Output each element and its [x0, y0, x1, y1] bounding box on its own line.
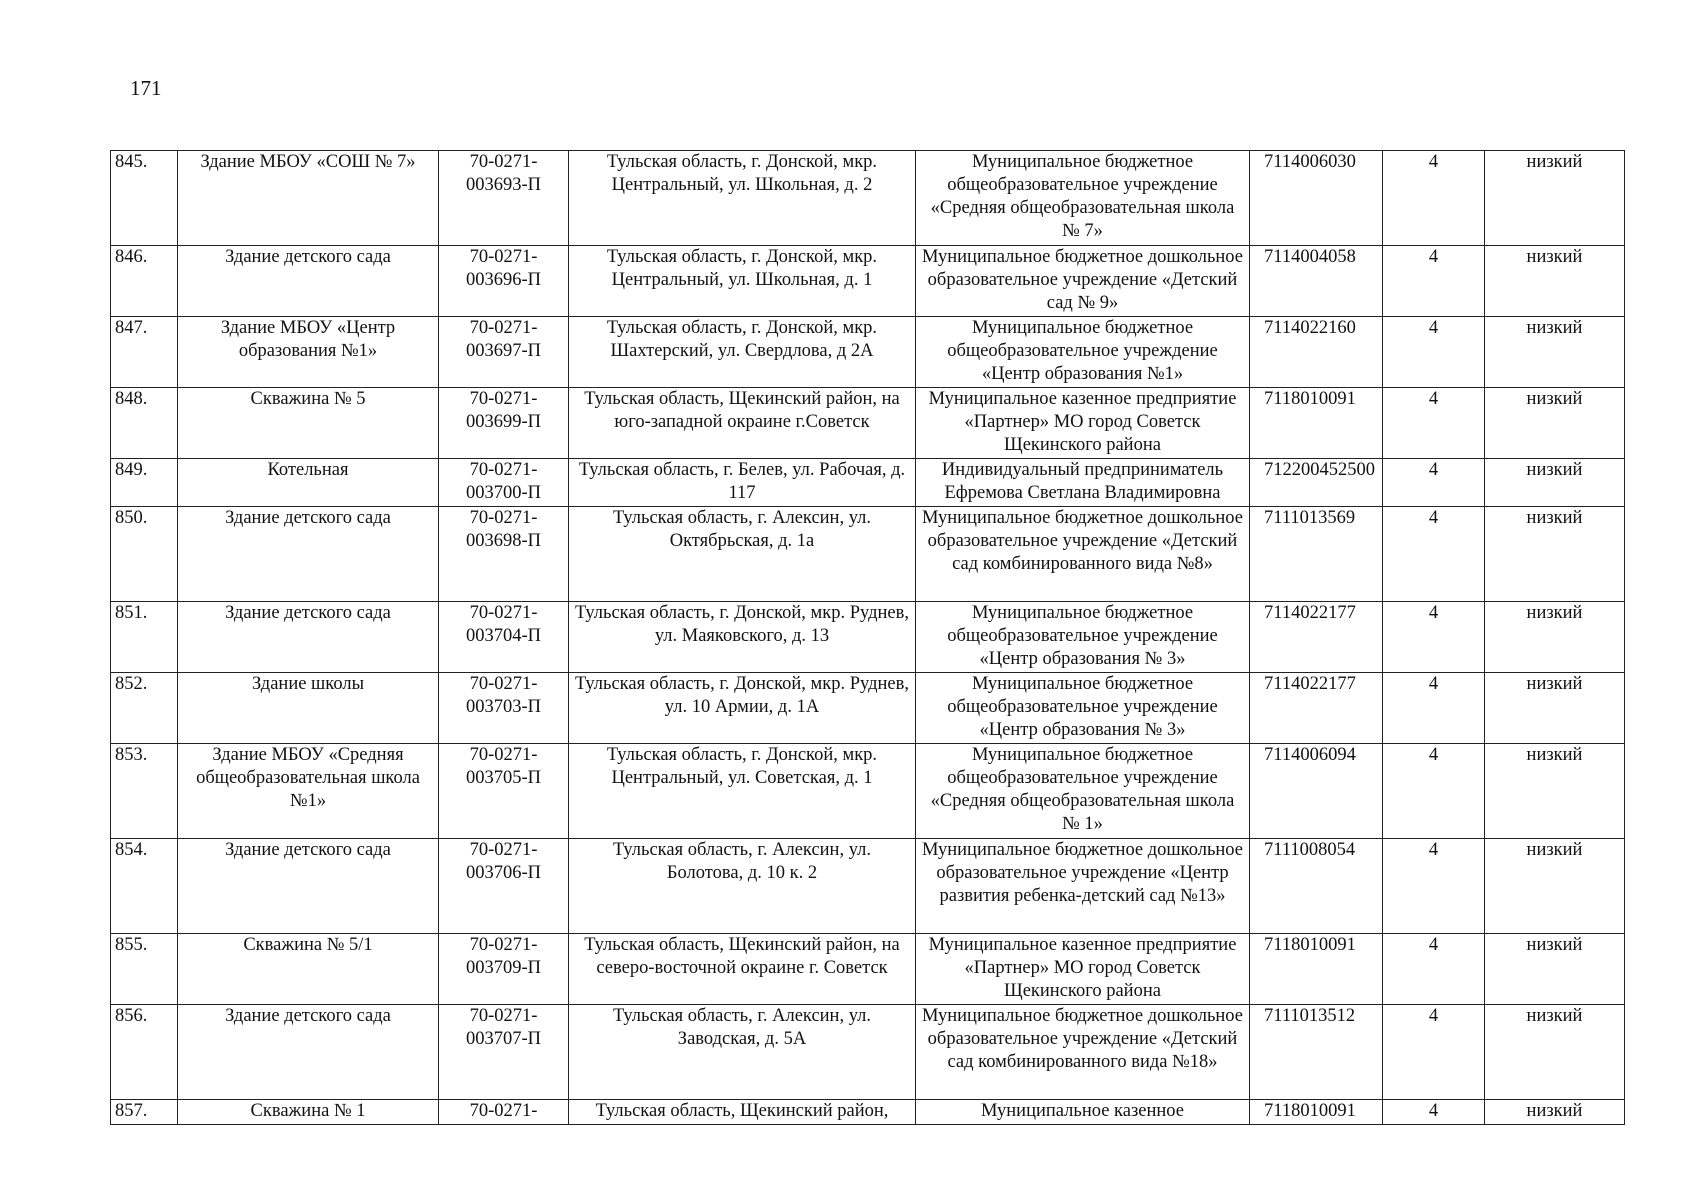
cell-risk: низкий [1485, 744, 1625, 839]
table-row [111, 246, 1625, 317]
table-row [111, 602, 1625, 673]
cell-category: 4 [1383, 317, 1485, 388]
cell-number: 851. [111, 602, 178, 673]
cell-object-name: Здание школы [178, 673, 439, 744]
cell-number: 856. [111, 1005, 178, 1100]
cell-inn: 7118010091 [1250, 934, 1383, 1005]
cell-object-code: 70-0271-003709-П [439, 934, 569, 1005]
cell-object-code: 70-0271-003700-П [439, 459, 569, 507]
cell-category: 4 [1383, 839, 1485, 934]
cell-address: Тульская область, г. Донской, мкр. Руднев, ул. Маяковского, д. 13 [569, 602, 916, 673]
table-row [111, 317, 1625, 388]
cell-object-name: Здание детского сада [178, 246, 439, 317]
cell-address: Тульская область, г. Белев, ул. Рабочая, д. 117 [569, 459, 916, 507]
cell-object-name: Здание детского сада [178, 839, 439, 934]
cell-owner: Индивидуальный предприниматель Ефремова Светлана Владимировна [916, 459, 1250, 507]
cell-address: Тульская область, г. Алексин, ул. Болотова, д. 10 к. 2 [569, 839, 916, 934]
cell-category: 4 [1383, 507, 1485, 602]
cell-address: Тульская область, г. Донской, мкр. Шахтерский, ул. Свердлова, д 2А [569, 317, 916, 388]
cell-inn: 7118010091 [1250, 388, 1383, 459]
cell-owner: Муниципальное бюджетное общеобразовательное учреждение «Средняя общеобразовательная школа № 7» [916, 151, 1250, 246]
cell-owner: Муниципальное бюджетное общеобразовательное учреждение «Центр образования № 3» [916, 602, 1250, 673]
cell-owner: Муниципальное бюджетное дошкольное образовательное учреждение «Детский сад комбинированного вида №18» [916, 1005, 1250, 1100]
cell-object-name: Здание МБОУ «СОШ № 7» [178, 151, 439, 246]
cell-object-name: Здание МБОУ «Центр образования №1» [178, 317, 439, 388]
cell-number: 854. [111, 839, 178, 934]
table-row [111, 151, 1625, 246]
cell-object-code: 70-0271- [439, 1100, 569, 1125]
cell-number: 850. [111, 507, 178, 602]
cell-owner: Муниципальное бюджетное дошкольное образовательное учреждение «Детский сад комбинированного вида №8» [916, 507, 1250, 602]
cell-risk: низкий [1485, 934, 1625, 1005]
cell-risk: низкий [1485, 602, 1625, 673]
cell-inn: 712200452500 [1250, 459, 1383, 507]
cell-address: Тульская область, г. Донской, мкр. Центральный, ул. Советская, д. 1 [569, 744, 916, 839]
cell-object-code: 70-0271-003693-П [439, 151, 569, 246]
cell-address: Тульская область, Щекинский район, [569, 1100, 916, 1125]
table-row [111, 459, 1625, 507]
cell-category: 4 [1383, 1100, 1485, 1125]
cell-number: 857. [111, 1100, 178, 1125]
cell-object-name: Скважина № 5/1 [178, 934, 439, 1005]
cell-number: 849. [111, 459, 178, 507]
table-row [111, 1100, 1625, 1125]
cell-inn: 7111013512 [1250, 1005, 1383, 1100]
cell-number: 855. [111, 934, 178, 1005]
cell-category: 4 [1383, 1005, 1485, 1100]
cell-object-name: Здание МБОУ «Средняя общеобразовательная школа №1» [178, 744, 439, 839]
cell-object-code: 70-0271-003699-П [439, 388, 569, 459]
page-number: 171 [130, 76, 162, 100]
cell-inn: 7118010091 [1250, 1100, 1383, 1125]
cell-object-code: 70-0271-003704-П [439, 602, 569, 673]
cell-number: 853. [111, 744, 178, 839]
cell-owner: Муниципальное казенное [916, 1100, 1250, 1125]
cell-category: 4 [1383, 602, 1485, 673]
cell-inn: 7114022177 [1250, 673, 1383, 744]
cell-owner: Муниципальное бюджетное общеобразовательное учреждение «Центр образования № 3» [916, 673, 1250, 744]
cell-risk: низкий [1485, 1005, 1625, 1100]
cell-object-code: 70-0271-003706-П [439, 839, 569, 934]
cell-address: Тульская область, г. Алексин, ул. Заводская, д. 5А [569, 1005, 916, 1100]
cell-risk: низкий [1485, 151, 1625, 246]
cell-owner: Муниципальное бюджетное общеобразовательное учреждение «Средняя общеобразовательная школа № 1» [916, 744, 1250, 839]
cell-object-code: 70-0271-003705-П [439, 744, 569, 839]
cell-object-code: 70-0271-003703-П [439, 673, 569, 744]
table-row [111, 839, 1625, 934]
cell-inn: 7114006094 [1250, 744, 1383, 839]
cell-inn: 7114004058 [1250, 246, 1383, 317]
cell-object-name: Скважина № 1 [178, 1100, 439, 1125]
cell-category: 4 [1383, 246, 1485, 317]
cell-risk: низкий [1485, 388, 1625, 459]
cell-object-code: 70-0271-003707-П [439, 1005, 569, 1100]
cell-inn: 7111008054 [1250, 839, 1383, 934]
table-row [111, 1005, 1625, 1100]
cell-object-name: Здание детского сада [178, 507, 439, 602]
cell-risk: низкий [1485, 507, 1625, 602]
cell-address: Тульская область, г. Алексин, ул. Октябрьская, д. 1а [569, 507, 916, 602]
cell-owner: Муниципальное казенное предприятие «Партнер» МО город Советск Щекинского района [916, 388, 1250, 459]
cell-address: Тульская область, г. Донской, мкр. Центральный, ул. Школьная, д. 1 [569, 246, 916, 317]
cell-risk: низкий [1485, 673, 1625, 744]
cell-number: 848. [111, 388, 178, 459]
cell-object-code: 70-0271-003697-П [439, 317, 569, 388]
cell-inn: 7114006030 [1250, 151, 1383, 246]
cell-category: 4 [1383, 673, 1485, 744]
cell-address: Тульская область, г. Донской, мкр. Центральный, ул. Школьная, д. 2 [569, 151, 916, 246]
cell-risk: низкий [1485, 317, 1625, 388]
table-row [111, 507, 1625, 602]
registry-table-body [111, 151, 1625, 1125]
registry-table [110, 150, 1625, 1125]
cell-address: Тульская область, г. Донской, мкр. Руднев, ул. 10 Армии, д. 1А [569, 673, 916, 744]
cell-inn: 7114022177 [1250, 602, 1383, 673]
cell-address: Тульская область, Щекинский район, на северо-восточной окраине г. Советск [569, 934, 916, 1005]
cell-number: 847. [111, 317, 178, 388]
cell-object-name: Здание детского сада [178, 602, 439, 673]
cell-object-name: Скважина № 5 [178, 388, 439, 459]
cell-risk: низкий [1485, 839, 1625, 934]
cell-owner: Муниципальное бюджетное дошкольное образовательное учреждение «Центр развития ребенка-детский сад №13» [916, 839, 1250, 934]
cell-object-code: 70-0271-003696-П [439, 246, 569, 317]
cell-category: 4 [1383, 934, 1485, 1005]
table-row [111, 388, 1625, 459]
cell-category: 4 [1383, 388, 1485, 459]
cell-object-name: Котельная [178, 459, 439, 507]
cell-owner: Муниципальное бюджетное общеобразовательное учреждение «Центр образования №1» [916, 317, 1250, 388]
cell-object-code: 70-0271-003698-П [439, 507, 569, 602]
table-row [111, 934, 1625, 1005]
cell-object-name: Здание детского сада [178, 1005, 439, 1100]
cell-address: Тульская область, Щекинский район, на юго-западной окраине г.Советск [569, 388, 916, 459]
cell-risk: низкий [1485, 246, 1625, 317]
cell-category: 4 [1383, 151, 1485, 246]
cell-risk: низкий [1485, 1100, 1625, 1125]
cell-inn: 7111013569 [1250, 507, 1383, 602]
cell-risk: низкий [1485, 459, 1625, 507]
cell-category: 4 [1383, 744, 1485, 839]
table-row [111, 744, 1625, 839]
cell-inn: 7114022160 [1250, 317, 1383, 388]
cell-number: 846. [111, 246, 178, 317]
cell-category: 4 [1383, 459, 1485, 507]
cell-owner: Муниципальное казенное предприятие «Партнер» МО город Советск Щекинского района [916, 934, 1250, 1005]
table-row [111, 673, 1625, 744]
cell-number: 845. [111, 151, 178, 246]
cell-owner: Муниципальное бюджетное дошкольное образовательное учреждение «Детский сад № 9» [916, 246, 1250, 317]
cell-number: 852. [111, 673, 178, 744]
